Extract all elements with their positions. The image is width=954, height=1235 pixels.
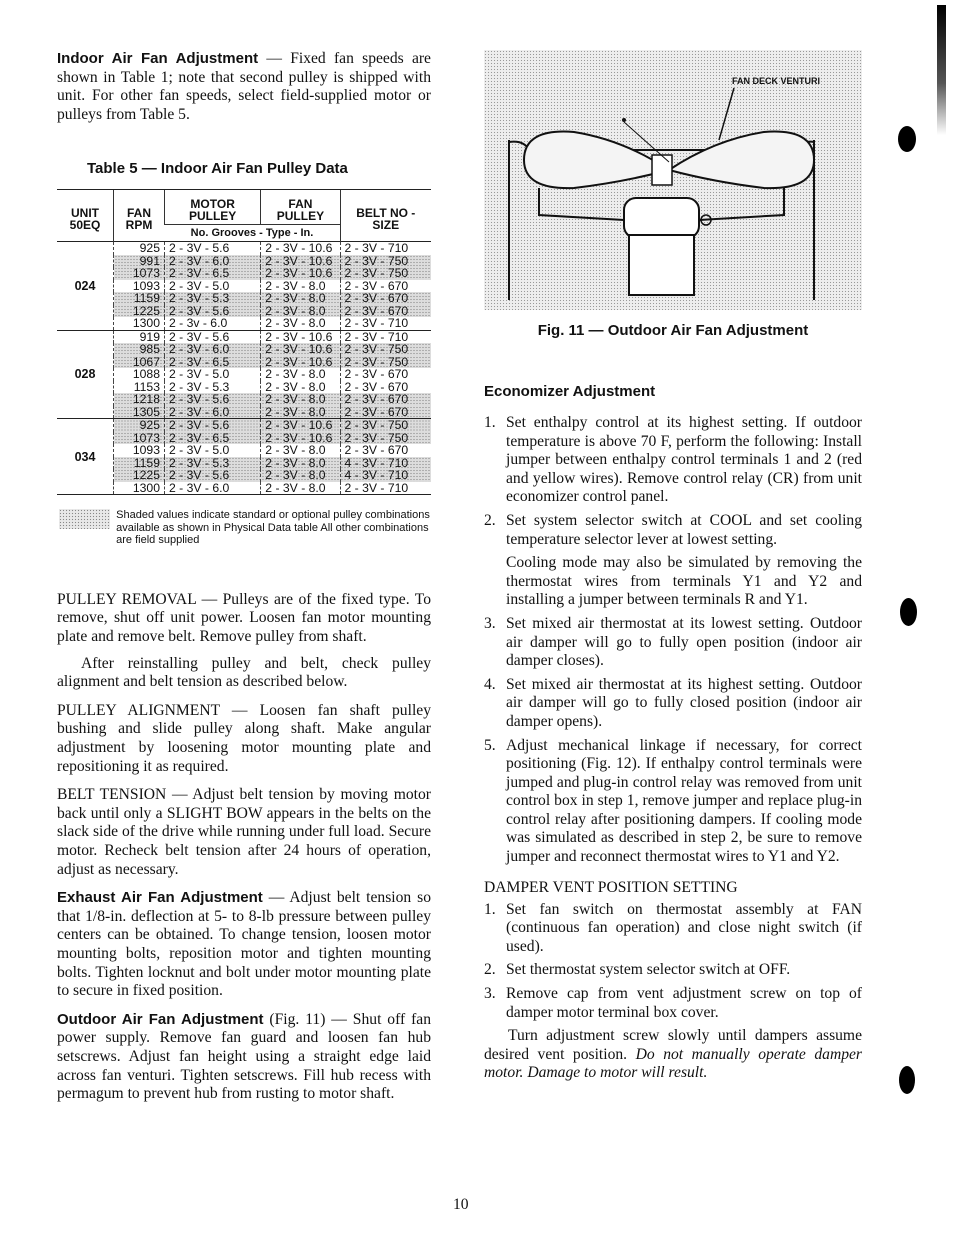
motor-cell: 2 - 3V - 5.6: [165, 305, 261, 318]
fan-cell: 2 - 3V - 8.0: [261, 393, 340, 406]
belt-cell: 4 - 3V - 710: [340, 469, 431, 482]
fan-cell: 2 - 3V - 10.6: [261, 356, 340, 369]
rpm-cell: 985: [114, 343, 165, 356]
belt-cell: 2 - 3V - 670: [340, 305, 431, 318]
rpm-cell: 1159: [114, 292, 165, 305]
motor-cell: 2 - 3V - 5.0: [165, 444, 261, 457]
col-header-belt: BELT NO - SIZE: [340, 190, 431, 242]
unit-group-024: [57, 242, 431, 331]
step-text: Set system selector switch at COOL and set cooling temperature selector lever at lowest setting.: [506, 511, 862, 548]
after-reinstall-paragraph: After reinstalling pulley and belt, check pulley alignment and belt tension as described below.: [57, 654, 431, 691]
fan-cell: 2 - 3V - 8.0: [261, 280, 340, 293]
motor-cell: 2 - 3V - 6.5: [165, 267, 261, 280]
economizer-steps-continued: [484, 615, 862, 867]
rpm-cell: 1225: [114, 305, 165, 318]
margin-bullet: [899, 1066, 915, 1094]
table-row: [57, 292, 431, 305]
motor-cell: 2 - 3V - 5.6: [165, 469, 261, 482]
step-number: 2.: [484, 961, 496, 979]
unit-cell: 034: [74, 449, 96, 464]
table-row: [57, 343, 431, 356]
rpm-cell: 1073: [114, 432, 165, 445]
step-number: 4.: [484, 675, 496, 693]
unit-group-034: [57, 419, 431, 495]
fan-diagram: [484, 50, 862, 310]
fan-cell: 2 - 3V - 10.6: [261, 242, 340, 255]
cooling-mode-note: Cooling mode may also be simulated by removing the thermostat wires from terminals Y1 and Y2 and installing a jumper between terminals R and Y1.: [506, 554, 862, 609]
step-number: 3.: [484, 985, 496, 1003]
fan-cell: 2 - 3V - 8.0: [261, 406, 340, 419]
belt-cell: 2 - 3V - 670: [340, 368, 431, 381]
figure-caption: Fig. 11 — Outdoor Air Fan Adjustment: [537, 322, 809, 339]
motor-cell: 2 - 3V - 5.0: [165, 368, 261, 381]
rpm-cell: 1305: [114, 406, 165, 419]
motor-cell: 2 - 3V - 5.6: [165, 419, 261, 432]
right-column: [484, 50, 862, 1083]
motor-cell: 2 - 3V - 6.0: [165, 482, 261, 495]
motor-cell: 2 - 3V - 6.5: [165, 432, 261, 445]
motor-cell: 2 - 3V - 5.6: [165, 330, 261, 343]
motor-cell: 2 - 3V - 5.3: [165, 292, 261, 305]
step-text: Set enthalpy control at its highest setting. If outdoor temperature is above 70 F, perform the following: Install jumper between enthalpy control terminals 1 and 2 (red and yellow wires). Remove control relay (CR) from unit economizer control panel.: [506, 414, 862, 506]
margin-bullet: [898, 126, 916, 152]
motor-cell: 2 - 3V - 5.0: [165, 280, 261, 293]
step-text: Remove cap from vent adjustment screw on top of damper motor terminal box cover.: [506, 985, 862, 1021]
exhaust-fan-text: — Adjust belt tension so that 1/8-in. deflection at 5- to 8-lb pressure between pulley centers can be obtained. To change tension, loosen motor mounting bolts, reposition motor and tighten mounting bolts. Tighten locknut and bolt under motor mounting plate to secure in fixed position.: [57, 889, 432, 1000]
table-row: [57, 317, 431, 330]
col-header-rpm: FAN RPM: [114, 190, 165, 242]
fan-cell: 2 - 3V - 8.0: [261, 482, 340, 495]
table-row: [57, 406, 431, 419]
step-number: 1.: [484, 900, 496, 918]
table-row: [57, 444, 431, 457]
fan-cell: 2 - 3V - 8.0: [261, 469, 340, 482]
fan-cell: 2 - 3V - 8.0: [261, 317, 340, 330]
step-number: 3.: [484, 614, 496, 632]
table-row: [57, 419, 431, 432]
economizer-steps: [484, 414, 862, 549]
fan-cell: 2 - 3V - 10.6: [261, 267, 340, 280]
pulley-removal-paragraph: PULLEY REMOVAL — Pulleys are of the fixed type. To remove, shut off unit power. Loosen fan motor mounting plate and remove belt. Remove pulley from shaft.: [57, 590, 431, 646]
rpm-cell: 1218: [114, 393, 165, 406]
motor-cell: 2 - 3V - 6.0: [165, 343, 261, 356]
legend-text: Shaded values indicate standard or optional pulley combinations available as shown in Physical Data table All other combinations are field supplied: [116, 509, 430, 547]
belt-cell: 2 - 3V - 710: [340, 317, 431, 330]
damper-final-paragraph: [484, 1027, 862, 1083]
belt-cell: 4 - 3V - 710: [340, 457, 431, 470]
belt-cell: 2 - 3V - 710: [340, 242, 431, 255]
economizer-step: [484, 737, 862, 867]
motor-cell: 2 - 3V - 5.6: [165, 242, 261, 255]
col-header-motor: MOTOR PULLEY: [165, 190, 261, 225]
step-text: Set mixed air thermostat at its lowest setting. Outdoor air damper will go to fully open position (indoor air damper closes).: [506, 614, 862, 670]
table-row: [57, 242, 431, 255]
table-row: [57, 267, 431, 280]
damper-warning: Do not manually operate damper motor. Damage to motor will result.: [484, 1045, 862, 1082]
belt-cell: 2 - 3V - 710: [340, 330, 431, 343]
exhaust-fan-heading: Exhaust Air Fan Adjustment: [57, 889, 263, 907]
rpm-cell: 1225: [114, 469, 165, 482]
damper-step: [484, 961, 862, 980]
rpm-cell: 925: [114, 242, 165, 255]
step-number: 2.: [484, 511, 496, 529]
damper-steps: [484, 901, 862, 1023]
belt-cell: 2 - 3V - 750: [340, 255, 431, 268]
rpm-cell: 919: [114, 330, 165, 343]
economizer-heading: Economizer Adjustment: [484, 383, 656, 400]
belt-cell: 2 - 3V - 670: [340, 406, 431, 419]
fan-cell: 2 - 3V - 8.0: [261, 305, 340, 318]
belt-cell: 2 - 3V - 750: [340, 343, 431, 356]
col-subheader: No. Grooves - Type - In.: [165, 225, 341, 242]
motor-cell: 2 - 3V - 6.0: [165, 406, 261, 419]
motor-cell: 2 - 3V - 5.3: [165, 381, 261, 394]
rpm-cell: 1300: [114, 317, 165, 330]
rpm-cell: 1088: [114, 368, 165, 381]
rpm-cell: 1153: [114, 381, 165, 394]
motor-cell: 2 - 3V - 5.3: [165, 457, 261, 470]
outdoor-fan-heading: Outdoor Air Fan Adjustment: [57, 1010, 264, 1028]
rpm-cell: 1073: [114, 267, 165, 280]
belt-cell: 2 - 3V - 670: [340, 280, 431, 293]
indoor-fan-heading: Indoor Air Fan Adjustment: [57, 50, 259, 67]
belt-cell: 2 - 3V - 750: [340, 419, 431, 432]
page-number: 10: [453, 1196, 469, 1213]
belt-cell: 2 - 3V - 670: [340, 292, 431, 305]
damper-step: [484, 901, 862, 957]
rpm-cell: 925: [114, 419, 165, 432]
motor-cell: 2 - 3V - 6.0: [165, 255, 261, 268]
belt-cell: 2 - 3V - 710: [340, 482, 431, 495]
economizer-step: [484, 414, 862, 507]
damper-step: [484, 985, 862, 1022]
belt-cell: 2 - 3V - 670: [340, 393, 431, 406]
economizer-step: [484, 615, 862, 671]
pulley-data-table: [57, 189, 431, 495]
col-header-unit: UNIT 50EQ: [57, 190, 114, 242]
fan-cell: 2 - 3V - 8.0: [261, 292, 340, 305]
fan-cell: 2 - 3V - 8.0: [261, 381, 340, 394]
rpm-cell: 1093: [114, 444, 165, 457]
table-legend: [59, 509, 431, 547]
exhaust-fan-paragraph: [57, 889, 431, 1001]
rpm-cell: 1300: [114, 482, 165, 495]
unit-group-028: [57, 330, 431, 419]
rpm-cell: 1067: [114, 356, 165, 369]
step-number: 1.: [484, 414, 496, 431]
shaded-swatch: [59, 509, 110, 529]
motor-cell: 2 - 3V - 6.5: [165, 356, 261, 369]
belt-cell: 2 - 3V - 750: [340, 432, 431, 445]
unit-cell: 028: [74, 367, 96, 382]
fan-cell: 2 - 3V - 8.0: [261, 444, 340, 457]
fan-cell: 2 - 3V - 10.6: [261, 343, 340, 356]
damper-heading: DAMPER VENT POSITION SETTING: [484, 878, 738, 896]
margin-bullet: [900, 598, 917, 626]
rpm-cell: 1093: [114, 280, 165, 293]
step-text: Set mixed air thermostat at its highest setting. Outdoor air damper will go to fully closed position (indoor air damper opens).: [506, 675, 862, 730]
table-row: [57, 393, 431, 406]
belt-cell: 2 - 3V - 750: [340, 267, 431, 280]
step-text: Adjust mechanical linkage if necessary, for correct positioning (Fig. 12). If enthalpy control terminals were jumped and plug-in control relay was removed from unit control box in step 1, remove jumper and replace plug-in control relay after positioning dampers. If cooling mode was simulated as described in step 2, be sure to remove jumper and reconnect thermostat wires to Y1 and Y2.: [506, 736, 862, 866]
outdoor-fan-paragraph: [57, 1011, 431, 1104]
motor-cell: 2 - 3V - 5.6: [165, 393, 261, 406]
fan-adjustment-figure: [484, 50, 862, 310]
step-text: Set fan switch on thermostat assembly at FAN (continuous fan operation) and close night switch (if used).: [506, 900, 862, 955]
pulley-alignment-paragraph: PULLEY ALIGNMENT — Loosen fan shaft pulley bushing and slide pulley along shaft. Make angular adjustment by loosening motor mounting plate and repositioning it as required.: [57, 701, 431, 775]
table-row: [57, 469, 431, 482]
economizer-step: [484, 676, 862, 732]
fan-cell: 2 - 3V - 10.6: [261, 330, 340, 343]
table-title: Table 5 — Indoor Air Fan Pulley Data: [87, 160, 348, 178]
economizer-step: [484, 512, 862, 549]
fan-cell: 2 - 3V - 10.6: [261, 432, 340, 445]
col-header-fan: FAN PULLEY: [261, 190, 340, 225]
fan-deck-venturi-label: FAN DECK VENTURI: [732, 76, 821, 86]
belt-cell: 2 - 3V - 670: [340, 444, 431, 457]
belt-cell: 2 - 3V - 670: [340, 381, 431, 394]
unit-cell: 024: [74, 278, 96, 293]
outdoor-fan-text: (Fig. 11) — Shut off fan power supply. Remove fan guard and loosen fan hub setscrews. Adjust fan height using a straight edge laid across fan venturi. Tighten setscrews. Fill hub recess with permagum to prevent hub from rusting to motor shaft.: [57, 1010, 431, 1103]
step-text: Set thermostat system selector switch at OFF.: [506, 961, 791, 979]
fan-cell: 2 - 3V - 10.6: [261, 255, 340, 268]
motor-cell: 2 - 3v - 6.0: [165, 317, 261, 330]
belt-cell: 2 - 3V - 750: [340, 356, 431, 369]
rpm-cell: 991: [114, 255, 165, 268]
table-row: [57, 482, 431, 495]
step-number: 5.: [484, 736, 496, 754]
fan-cell: 2 - 3V - 8.0: [261, 368, 340, 381]
indoor-fan-paragraph: [57, 50, 431, 124]
indoor-fan-text: — Fixed fan speeds are shown in Table 1; note that second pulley is shipped with unit. For other fan speeds, select field-supplied motor or pulleys from Table 5.: [57, 50, 431, 123]
left-column: [57, 50, 431, 1104]
damper-final-text: Turn adjustment screw slowly until dampers assume desired vent position.: [484, 1027, 862, 1063]
rpm-cell: 1159: [114, 457, 165, 470]
fan-cell: 2 - 3V - 10.6: [261, 419, 340, 432]
table-row: [57, 368, 431, 381]
page-edge-mark: [937, 5, 946, 135]
belt-tension-paragraph: BELT TENSION — Adjust belt tension by moving motor back until only a SLIGHT BOW appears in the belts on the slack side of the drive while running under full load. Secure motor. Recheck belt tension after 24 hours of operation, adjust as necessary.: [57, 786, 431, 878]
fan-cell: 2 - 3V - 8.0: [261, 457, 340, 470]
